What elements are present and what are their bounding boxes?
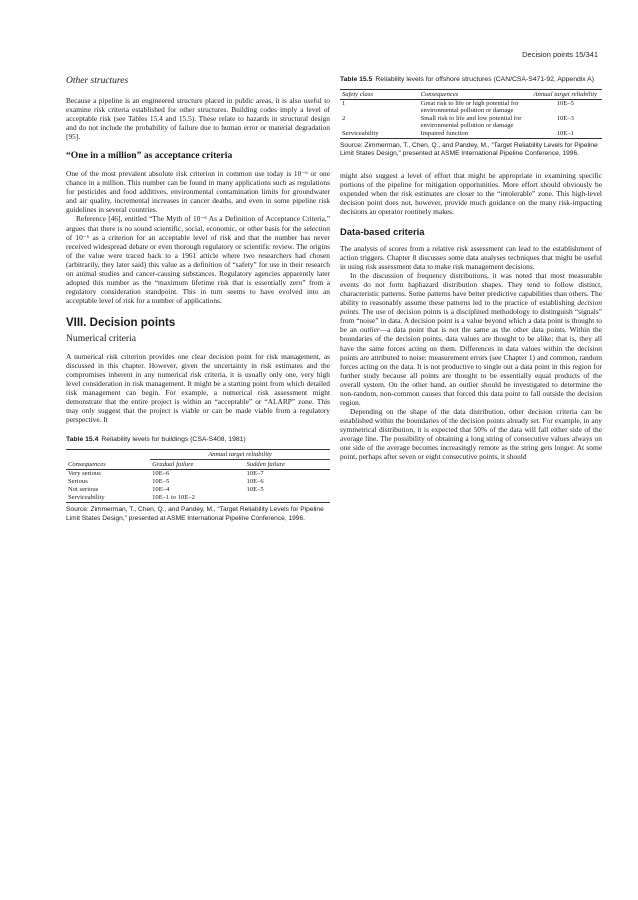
table-row: 1 Great risk to life or high potential for environmental pollution or damage 10E–5 — [342, 100, 574, 115]
table-row: Serious 10E–5 10E–6 — [68, 478, 264, 486]
term-outlier: outlier — [360, 325, 380, 335]
table-15-4-block — [66, 436, 330, 523]
paragraph-one-in-million-1: One of the most prevalent absolute risk criterion in common use today is 10⁻⁶ or one chance in a million. This number can be found in many applications such as regulations for pesticides and food additives, environmental contamination limits for groundwater and air quality, incremental increases in cancer deaths, and even in some pipeline risk guidelines in several countries. — [66, 169, 330, 215]
table-15-4-group-header: Annual target reliability — [150, 449, 330, 459]
table-15-5-col-header: Annual target reliability — [533, 90, 598, 98]
table-15-5-caption-text: Reliability levels for offshore structures (CAN/CSA-S471-92, Appendix A) — [375, 76, 594, 83]
paragraph-other-structures: Because a pipeline is an engineered structure placed in public areas, it is also useful to examine risk criteria established for other structures. Building codes imply a level of acceptable risk (see Tables 15.4 and 15.5). These relate to hazards in structural design and do not include the probability of failure due to human error or material degradation [95]. — [66, 96, 330, 142]
paragraph-numerical-criteria: A numerical risk criterion provides one clear decision point for risk management, as discussed in this chapter. However, given the uncertainty in risk estimates and the compromises inherent in any numerical risk criteria, it is usually only one, very high level consideration in risk management. It might be a starting point from which detailed risk management can begin. For example, a numerical risk assessment might demonstrate that the entire project is within an “acceptable” or “ALARP” zone. This may only suggest that the project is viable or can be made viable from a regulatory perspective. It — [66, 351, 330, 425]
heading-data-based-criteria: Data-based criteria — [340, 226, 425, 238]
table-15-5-col-header: Safety class — [342, 90, 373, 98]
table-15-4-source: Source: Zimmerman, T., Chen, Q., and Pandey, M., “Target Reliability Levels for Pipeline Limit States Design,” presented at ASME International Pipeline Conference, 1996. — [66, 505, 324, 522]
paragraph-data-based-3: Depending on the shape of the data distribution, other decision criteria can be established within the boundaries of the decision points already set. For example, in any symmetrical distribution, it is expected that 50% of the data will fall either side of the average line. The possibility of obtaining a long string of consecutive values always on one side of the average becomes increasingly remote as the string gets longer. At some point, perhaps after seven or eight consecutive points, it should — [340, 406, 602, 462]
table-15-4-caption-text: Reliability levels for buildings (CSA-S408, 1981) — [101, 436, 246, 444]
table-15-5-block — [340, 76, 602, 159]
table-15-5 — [340, 89, 602, 139]
paragraph-continuation: might also suggest a level of effort that might be appropriate in examining specific portions of the pipeline for mitigation opportunities. More effort should obviously be expended when the risk estimates are closer to the “intolerable” zone. This high-level decision point does not, however, provide much guidance on the many risk-impacting decisions an operator routinely makes. — [340, 170, 602, 216]
running-head: Decision points 15/341 — [522, 50, 598, 59]
term-decision-points: decision points — [340, 298, 602, 317]
table-row: Not serious 10E–4 10E–5 — [68, 486, 264, 494]
table-15-4-caption — [66, 436, 330, 445]
table-15-4-col-header: Consequences — [68, 460, 106, 468]
paragraph-one-in-million-2: Reference [46], entitled “The Myth of 10⁻⁶ As a Definition of Acceptance Criteria,” argues that there is no sound scientific, social, economic, or other basis for the selection of 10⁻⁶ as a criterion for an acceptable level of risk and that the number has never received widespread debate or even thorough regulatory or scientific review. The origins of the value were traced back to a 1961 article where two researchers had chosen (arbitrarily, they later said) this value as a definition of “safety” for use in their research on animal studies and cancer-causing substances. Regulatory agencies apparently later adopted this number as the “maximum lifetime risk that is essentially zero” from a regulatory consideration standpoint. This in turn seems to have evolved into an acceptable level of risk for a number of applications. — [66, 214, 330, 305]
heading-other-structures: Other structures — [66, 76, 129, 86]
table-row: Very serious 10E–6 10E–7 — [68, 470, 264, 478]
table-15-4-col-header: Gradual failure — [152, 460, 194, 468]
left-column — [66, 76, 330, 523]
paragraph-data-based-2: In the discussion of frequency distributions, it was noted that most measurable events do not form haphazard distribution shapes. They tend to follow distinct, characteristic patterns. Some patterns have better predictive capabilities than others. The ability to reasonably assume these patterns led to the practice of establishing decision points. The use of decision points is a disciplined methodology to distinguish “signals” from “noise” in data. A decision point is a value beyond which a data point is thought to be an outlier—a data point that is not the same as the other data points. Within the boundaries of the decision points, data values are thought to be alike; that is, they all have the same forces acting on them. Differences in data values within the decision points are attributed to noise: measurement errors (see Chapter 1) and common, random forces acting on the data. It is not productive to single out a data point in this region for further study because all points are thought to be essentially equal products of the overall system. On the other hand, an outlier should be investigated to determine the non-random, non-common causes that forced this data point to fall outside the decision region. — [340, 271, 602, 407]
paragraph-data-based-1: The analysis of scores from a relative risk assessment can lead to the establishment of action triggers. Chapter 8 discusses some data analyses techniques that might be useful in using risk assessment data to make risk management decisions. — [340, 244, 602, 272]
table-15-5-col-header: Consequences — [420, 90, 459, 98]
heading-numerical-criteria: Numerical criteria — [66, 332, 137, 344]
table-15-4-col-header: Sudden failure — [246, 460, 285, 468]
heading-one-in-million: “One in a million” as acceptance criteria — [66, 150, 233, 162]
table-row: Serviceability Impaired function 10E–1 — [340, 130, 602, 139]
table-row: 2 Small risk to life and low potential for environmental pollution or damage 10E–3 — [342, 115, 574, 130]
table-15-4-label: Table 15.4 — [66, 436, 99, 444]
heading-section-viii: VIII. Decision points — [66, 316, 176, 329]
table-15-5-caption — [340, 76, 602, 85]
right-column — [340, 76, 602, 461]
table-15-5-source: Source: Zimmerman, T., Chen, Q., and Pandey, M., “Target Reliability Levels for Pipeline Limit States Design,” presented at ASME International Pipeline Conference, 1996. — [340, 141, 598, 158]
table-row: Serviceability 10E–1 to 10E–2 — [66, 494, 330, 503]
table-15-5-label: Table 15.5 — [340, 76, 373, 83]
table-15-4 — [66, 449, 330, 503]
